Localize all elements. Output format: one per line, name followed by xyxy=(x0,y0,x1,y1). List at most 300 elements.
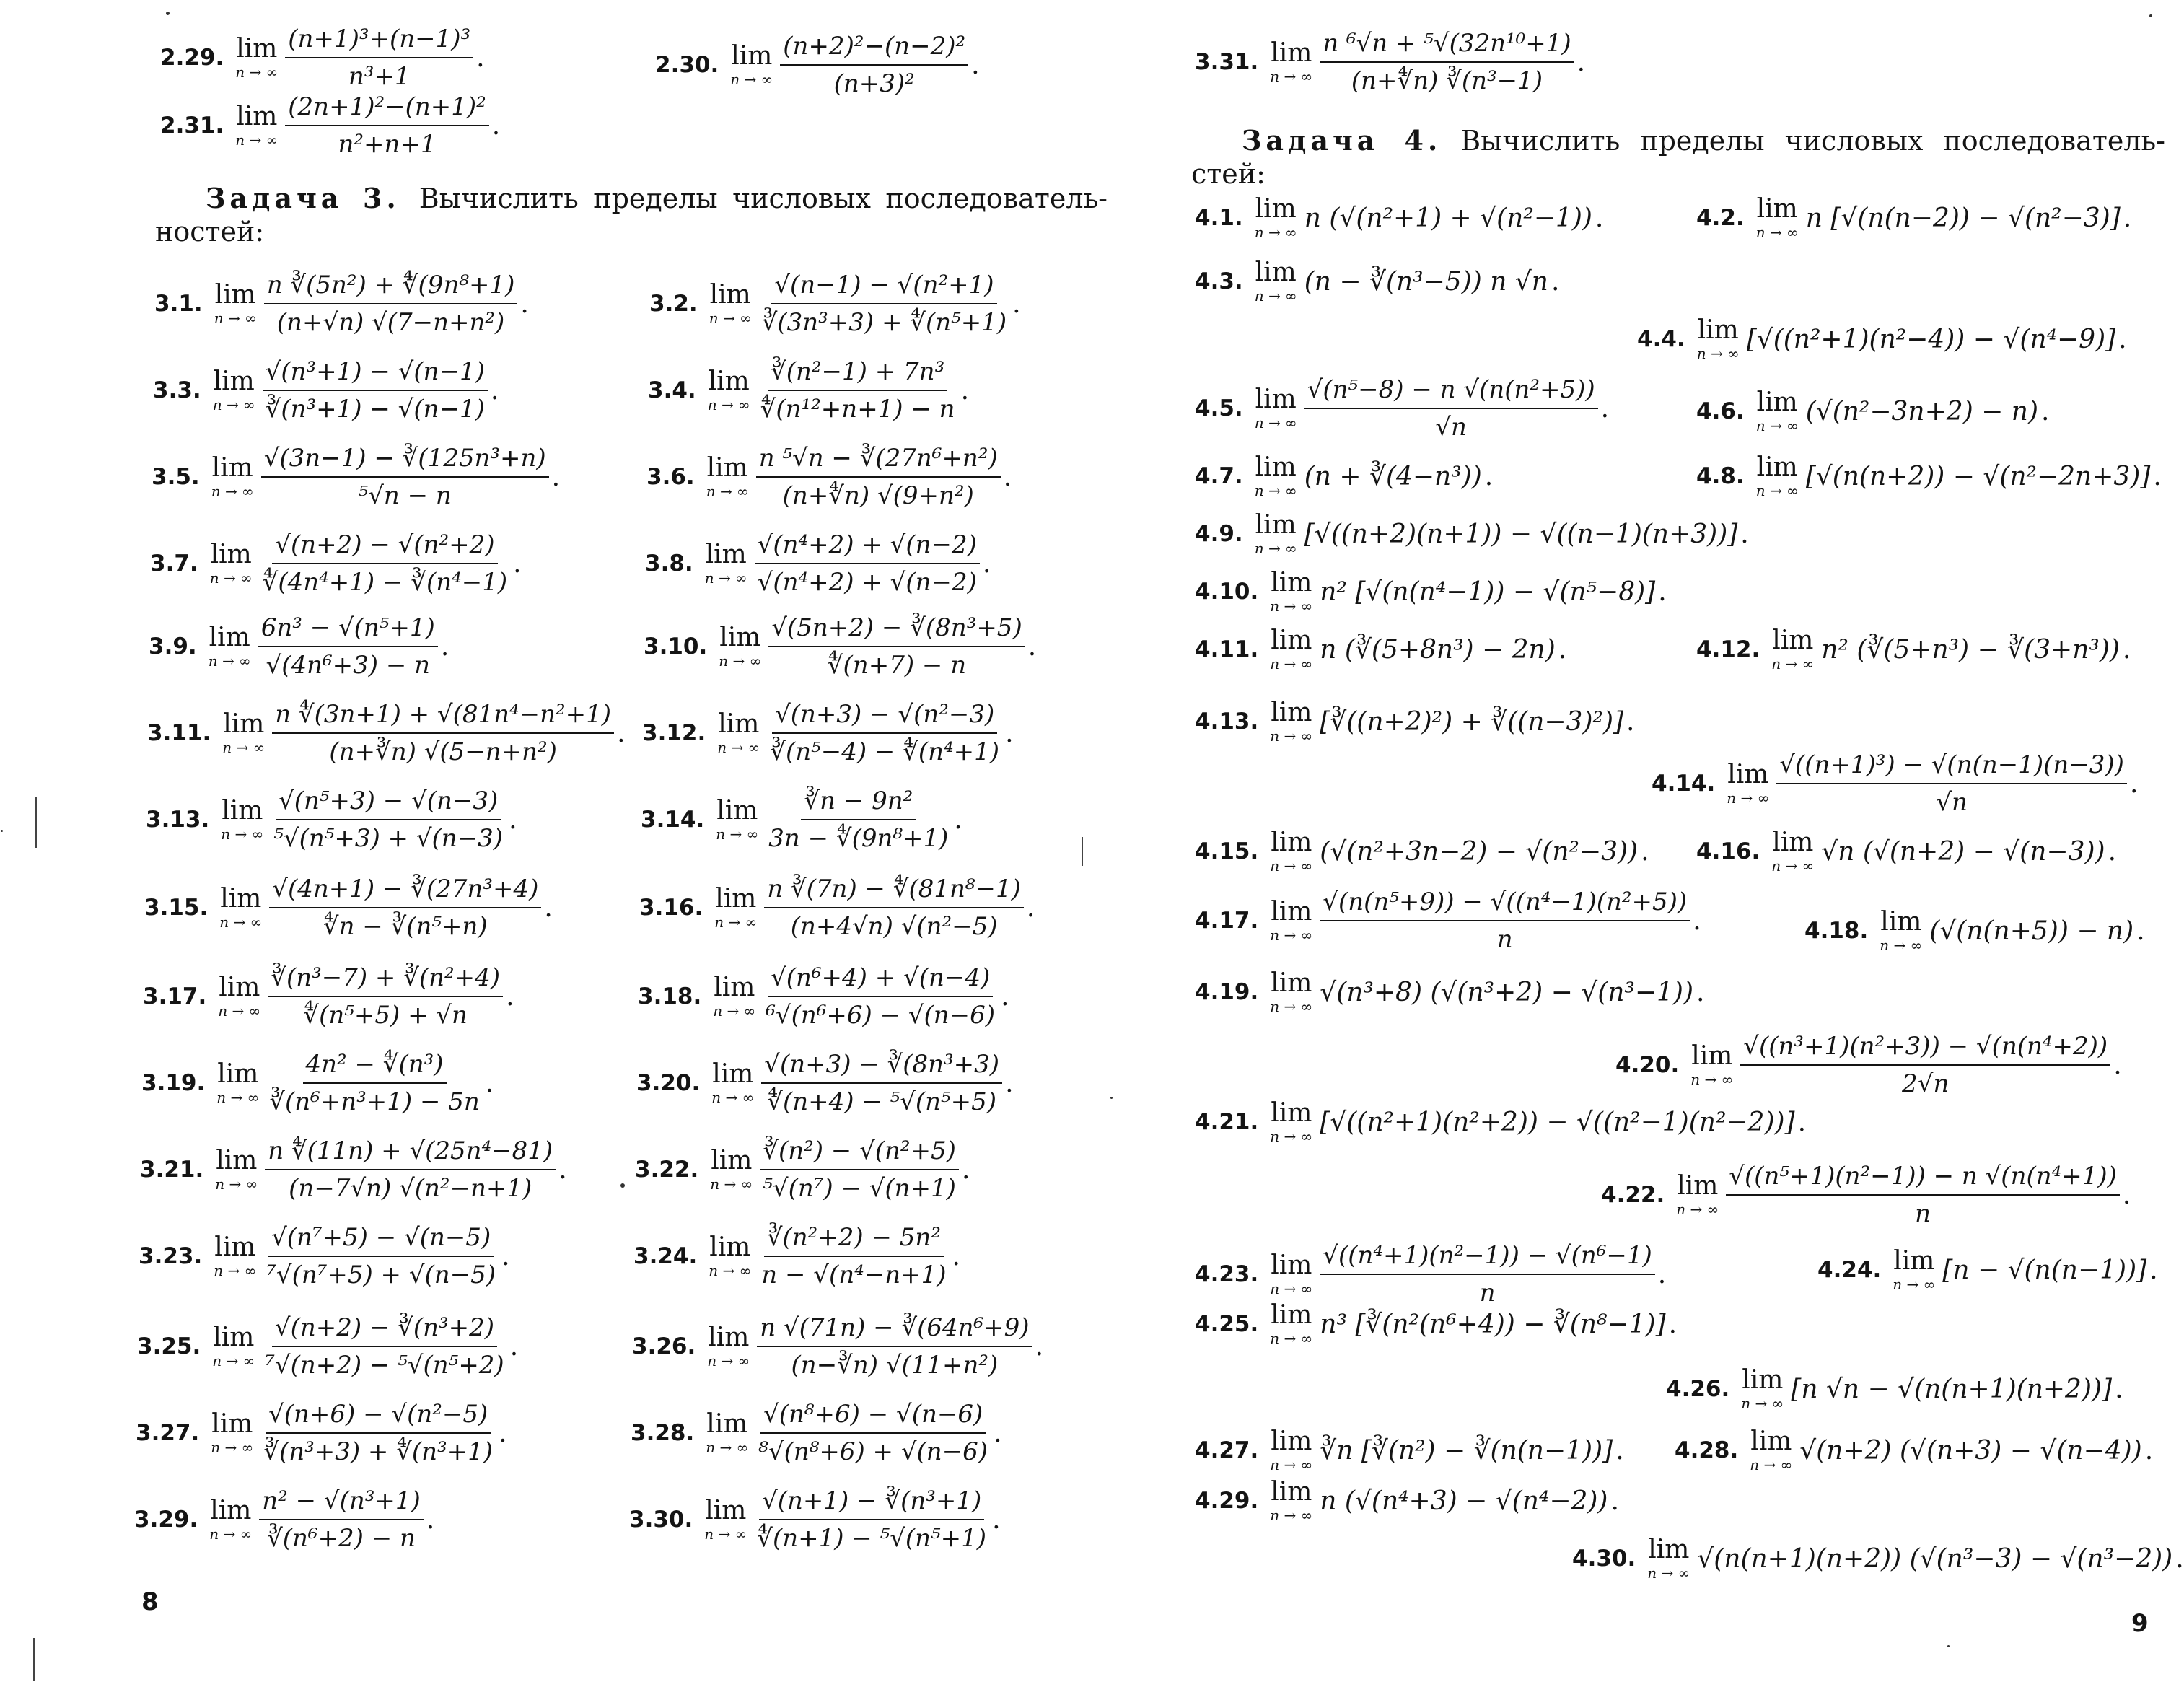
numerator-expression: √(n⁴+2) + √(n−2) xyxy=(755,530,980,564)
lim-word: lim xyxy=(709,280,751,310)
denominator-expression: ⁷√(n⁷+5) + √(n−5) xyxy=(266,1261,496,1289)
task-heading-line1 xyxy=(1242,124,2165,157)
limit-expression: [√((n+2)(n+1)) − √((n−1)(n+3))] xyxy=(1304,519,1738,549)
problem-number: 3.8. xyxy=(645,551,693,577)
lim-word: lim xyxy=(1271,1427,1312,1456)
limit-problem xyxy=(1195,196,1603,240)
limit-operator xyxy=(213,369,255,412)
limit-problem xyxy=(153,357,499,424)
end-period: . xyxy=(1551,266,1560,297)
problem-number: 4.17. xyxy=(1195,908,1259,934)
end-period: . xyxy=(2113,1050,2122,1080)
limit-expression: (√(n²+3n−2) − √(n²−3)) xyxy=(1320,836,1639,867)
fraction xyxy=(754,1486,989,1553)
numerator-expression: √(n+2) − √(n²+2) xyxy=(272,530,497,564)
end-period: . xyxy=(960,375,970,406)
lim-subscript: n → ∞ xyxy=(214,1262,257,1279)
problem-number: 3.28. xyxy=(631,1420,695,1446)
numerator-expression: n² − √(n³+1) xyxy=(259,1486,423,1520)
denominator-expression: ⁵√n − n xyxy=(358,481,452,510)
numerator-expression: √(n⁵+3) − √(n−3) xyxy=(276,786,501,820)
end-period: . xyxy=(971,50,980,80)
end-period: . xyxy=(490,375,499,406)
fraction xyxy=(764,875,1024,941)
end-period: . xyxy=(1797,1107,1807,1137)
numerator-expression: √(n+2) − ∛(n³+2) xyxy=(272,1313,497,1347)
lim-word: lim xyxy=(1880,907,1922,937)
limit-problem xyxy=(1195,628,1566,671)
end-period: . xyxy=(1740,519,1749,549)
lim-subscript: n → ∞ xyxy=(1696,345,1740,362)
lim-subscript: n → ∞ xyxy=(1647,1564,1690,1582)
lim-subscript: n → ∞ xyxy=(730,71,773,88)
limit-expression: [√((n²+1)(n²−4)) − √(n⁴−9)] xyxy=(1746,324,2116,354)
lim-subscript: n → ∞ xyxy=(1254,414,1297,431)
lim-word: lim xyxy=(706,1409,748,1439)
lim-word: lim xyxy=(1271,828,1312,857)
lim-word: lim xyxy=(1742,1365,1784,1395)
lim-subscript: n → ∞ xyxy=(209,1525,253,1543)
fraction xyxy=(285,25,473,91)
end-period: . xyxy=(509,1331,519,1362)
limit-operator xyxy=(1270,830,1312,873)
numerator-expression: n ∛(7n) − ∜(81n⁸−1) xyxy=(764,875,1024,908)
lim-word: lim xyxy=(1255,510,1297,540)
limit-operator xyxy=(1270,1100,1312,1144)
limit-operator xyxy=(730,43,773,87)
lim-word: lim xyxy=(210,540,252,569)
limit-problem xyxy=(139,1223,510,1289)
lim-word: lim xyxy=(211,453,253,483)
problem-number: 4.11. xyxy=(1195,636,1259,662)
lim-word: lim xyxy=(1271,38,1312,68)
numerator-expression: ∛(n²) − √(n²+5) xyxy=(760,1136,959,1170)
fraction xyxy=(272,700,614,766)
end-period: . xyxy=(2175,1543,2184,1574)
lim-subscript: n → ∞ xyxy=(716,825,759,843)
scan-speck xyxy=(1947,1645,1950,1647)
denominator-expression: ∜(n+7) − n xyxy=(827,651,967,680)
lim-subscript: n → ∞ xyxy=(704,1525,747,1543)
lim-word: lim xyxy=(709,1232,751,1262)
end-period: . xyxy=(1027,631,1037,662)
task-heading-line2: ностей: xyxy=(155,216,265,247)
lim-word: lim xyxy=(719,623,761,652)
numerator-expression: (n+1)³+(n−1)³ xyxy=(285,25,473,58)
lim-word: lim xyxy=(1772,626,1814,655)
lim-subscript: n → ∞ xyxy=(1676,1201,1719,1218)
numerator-expression: ∛(n²−1) + 7n³ xyxy=(768,357,947,391)
problem-number: 4.3. xyxy=(1195,268,1243,294)
limit-problem xyxy=(648,357,969,424)
fraction xyxy=(1740,1032,2110,1098)
right-page xyxy=(1082,0,2184,1687)
end-period: . xyxy=(2115,1374,2123,1404)
lim-word: lim xyxy=(211,1409,253,1439)
denominator-expression: ∜n − ∛(n⁵+n) xyxy=(323,912,488,941)
lim-subscript: n → ∞ xyxy=(719,652,762,670)
problem-number: 3.5. xyxy=(152,464,200,490)
denominator-expression: ⁵√(n⁵+3) + √(n−3) xyxy=(273,824,504,853)
lim-word: lim xyxy=(731,41,773,71)
problem-number: 4.1. xyxy=(1195,205,1243,231)
limit-operator xyxy=(1727,762,1769,805)
end-period: . xyxy=(961,1154,970,1185)
problem-number: 3.13. xyxy=(146,807,210,833)
end-period: . xyxy=(1035,1331,1044,1362)
limit-problem xyxy=(146,786,517,853)
limit-expression: √(n³+8) (√(n³+2) − √(n³−1)) xyxy=(1320,977,1694,1007)
end-period: . xyxy=(1600,393,1610,424)
lim-subscript: n → ∞ xyxy=(704,569,747,587)
denominator-expression: (n+∛n) √(5−n+n²) xyxy=(329,737,557,766)
end-period: . xyxy=(513,548,522,579)
lim-word: lim xyxy=(708,1323,750,1352)
lim-subscript: n → ∞ xyxy=(707,1352,750,1370)
end-period: . xyxy=(2136,916,2145,946)
problem-number: 3.26. xyxy=(632,1333,696,1359)
problem-number: 4.23. xyxy=(1195,1261,1259,1287)
lim-subscript: n → ∞ xyxy=(208,652,251,670)
denominator-expression: n − √(n⁴−n+1) xyxy=(761,1261,947,1289)
limit-operator xyxy=(708,369,750,412)
limit-operator xyxy=(1647,1537,1690,1580)
fraction xyxy=(1726,1162,2120,1228)
denominator-expression: √n xyxy=(1936,788,1968,817)
limit-operator xyxy=(1270,970,1312,1014)
limit-problem xyxy=(1637,317,2127,361)
lim-word: lim xyxy=(1893,1246,1935,1276)
lim-subscript: n → ∞ xyxy=(714,913,758,931)
denominator-expression: ∛(3n³+3) + ∜(n⁵+1) xyxy=(761,308,1007,337)
numerator-expression: ∛n − 9n² xyxy=(801,786,916,820)
limit-problem xyxy=(136,1400,507,1466)
numerator-expression: √(n⁸+6) − √(n−6) xyxy=(760,1400,986,1434)
limit-expression: √(n+2) (√(n+3) − √(n−4)) xyxy=(1799,1435,2142,1465)
limit-operator xyxy=(216,1061,259,1105)
limit-operator xyxy=(210,542,253,585)
lim-subscript: n → ∞ xyxy=(1741,1395,1784,1412)
end-period: . xyxy=(558,1154,567,1185)
lim-subscript: n → ∞ xyxy=(1771,857,1815,875)
lim-word: lim xyxy=(1255,452,1297,482)
limit-problem xyxy=(1195,260,1559,303)
numerator-expression: √(n³+1) − √(n−1) xyxy=(263,357,488,391)
lim-subscript: n → ∞ xyxy=(1270,1456,1313,1473)
end-period: . xyxy=(2149,1255,2158,1285)
end-period: . xyxy=(1657,1259,1667,1289)
fraction xyxy=(260,530,510,597)
limit-problem xyxy=(1195,570,1667,613)
end-period: . xyxy=(1558,634,1567,665)
limit-problem xyxy=(1195,375,1609,442)
numerator-expression: n ∜(3n+1) + √(81n⁴−n²+1) xyxy=(272,700,614,734)
lim-word: lim xyxy=(1750,1427,1792,1456)
limit-operator xyxy=(1750,1429,1792,1472)
limit-operator xyxy=(214,1232,257,1279)
denominator-expression: ⁷√(n+2) − ⁵√(n⁵+2) xyxy=(265,1351,504,1380)
limit-operator xyxy=(1255,196,1297,240)
fraction xyxy=(755,530,980,597)
lim-subscript: n → ∞ xyxy=(1727,789,1770,807)
lim-subscript: n → ∞ xyxy=(1755,224,1799,241)
end-period: . xyxy=(499,1418,507,1448)
limit-problem xyxy=(1195,1479,1619,1522)
scan-scratch xyxy=(33,1638,35,1681)
limit-problem xyxy=(638,963,1009,1030)
end-period: . xyxy=(1576,47,1586,77)
limit-operator xyxy=(222,711,265,755)
lim-subscript: n → ∞ xyxy=(235,63,279,81)
limit-problem xyxy=(646,444,1012,510)
numerator-expression: √(5n+2) − ∛(8n³+5) xyxy=(768,613,1025,647)
fraction xyxy=(768,613,1025,680)
limit-problem xyxy=(134,1486,434,1553)
numerator-expression: √(3n−1) − ∛(125n³+n) xyxy=(261,444,549,478)
limit-expression: n² [√(n(n⁴−1)) − √(n⁵−8)] xyxy=(1320,577,1656,607)
fraction xyxy=(756,444,1001,510)
end-period: . xyxy=(1003,462,1012,492)
end-period: . xyxy=(2144,1435,2154,1465)
numerator-expression: 4n² − ∜(n³) xyxy=(303,1050,447,1084)
numerator-expression: n √(71n) − ∛(64n⁶+9) xyxy=(757,1313,1032,1347)
limit-expression: [n √n − √(n(n+1)(n+2))] xyxy=(1791,1374,2113,1404)
lim-word: lim xyxy=(715,884,757,913)
fraction xyxy=(261,444,549,510)
denominator-expression: ∛(n⁶+2) − n xyxy=(267,1524,416,1553)
limit-operator xyxy=(1270,628,1312,671)
numerator-expression: √(n+3) − ∛(8n³+3) xyxy=(761,1050,1002,1084)
denominator-expression: ∜(n+1) − ⁵√(n⁵+1) xyxy=(757,1524,987,1553)
limit-operator xyxy=(1270,40,1312,84)
limit-operator xyxy=(1270,570,1312,613)
problem-number: 3.27. xyxy=(136,1420,200,1446)
lim-subscript: n → ∞ xyxy=(707,396,750,413)
lim-word: lim xyxy=(705,1496,747,1525)
denominator-expression: (n+3)² xyxy=(833,69,915,98)
lim-word: lim xyxy=(1271,1477,1312,1507)
limit-problem xyxy=(1696,387,2050,434)
end-period: . xyxy=(992,1504,1001,1535)
limit-operator xyxy=(707,1325,750,1368)
numerator-expression: √(n+6) − √(n²−5) xyxy=(266,1400,491,1434)
limit-problem xyxy=(1195,970,1704,1014)
problem-number: 4.22. xyxy=(1601,1182,1665,1208)
numerator-expression: ∛(n³−7) + ∛(n²+4) xyxy=(268,963,503,997)
lim-word: lim xyxy=(1677,1171,1719,1201)
denominator-expression: ⁵√(n⁷) − √(n+1) xyxy=(763,1174,956,1203)
fraction xyxy=(757,1313,1032,1380)
limit-problem xyxy=(1666,1367,2123,1411)
limit-operator xyxy=(235,36,278,79)
lim-subscript: n → ∞ xyxy=(706,483,749,500)
numerator-expression: (n+2)²−(n−2)² xyxy=(780,32,968,66)
denominator-expression: n³+1 xyxy=(348,62,411,91)
problem-number: 4.29. xyxy=(1195,1488,1259,1514)
limit-operator xyxy=(1270,1479,1312,1522)
task-heading xyxy=(155,182,1108,248)
problem-number: 3.19. xyxy=(141,1070,206,1096)
limit-operator xyxy=(1270,1302,1312,1346)
fraction xyxy=(269,875,541,941)
limit-problem xyxy=(1195,888,1701,954)
limit-operator xyxy=(1255,387,1297,430)
limit-operator xyxy=(1254,452,1297,499)
problem-number: 3.14. xyxy=(641,807,705,833)
lim-word: lim xyxy=(1756,387,1798,417)
lim-word: lim xyxy=(213,1323,255,1352)
problem-number: 3.6. xyxy=(646,464,695,490)
lim-word: lim xyxy=(220,884,262,913)
lim-word: lim xyxy=(1271,1098,1312,1128)
end-period: . xyxy=(1668,1309,1678,1339)
problem-number: 4.26. xyxy=(1666,1376,1730,1402)
limit-expression: [n − √(n(n−1))] xyxy=(1942,1255,2147,1285)
problem-number: 4.2. xyxy=(1696,205,1745,231)
task-heading-line2: стей: xyxy=(1191,158,1266,190)
numerator-expression: √((n+1)³) − √(n(n−1)(n−3)) xyxy=(1776,750,2127,784)
lim-subscript: n → ∞ xyxy=(1270,998,1313,1015)
lim-word: lim xyxy=(1271,1250,1312,1280)
limit-operator xyxy=(219,886,262,929)
scan-scratch xyxy=(1082,837,1083,866)
lim-word: lim xyxy=(217,1059,259,1089)
lim-subscript: n → ∞ xyxy=(706,1439,749,1456)
lim-subscript: n → ∞ xyxy=(235,131,279,149)
numerator-expression: √((n⁵+1)(n²−1)) − n √(n(n⁴+1)) xyxy=(1726,1162,2120,1196)
denominator-expression: 3n − ∜(9n⁸+1) xyxy=(768,824,949,853)
end-period: . xyxy=(982,548,991,579)
lim-subscript: n → ∞ xyxy=(1254,482,1297,499)
fraction xyxy=(758,357,958,424)
lim-subscript: n → ∞ xyxy=(1755,417,1799,434)
problem-number: 4.28. xyxy=(1675,1437,1739,1463)
scan-speck xyxy=(1,830,3,832)
end-period: . xyxy=(2129,768,2139,799)
end-period: . xyxy=(2108,836,2117,867)
limit-expression: (√(n²−3n+2) − n) xyxy=(1805,396,2039,426)
lim-word: lim xyxy=(214,1232,256,1262)
limit-operator xyxy=(705,542,747,585)
limit-operator xyxy=(1880,909,1922,952)
end-period: . xyxy=(440,631,449,662)
limit-operator xyxy=(706,455,749,499)
fraction xyxy=(259,1486,423,1553)
limit-operator xyxy=(1755,452,1799,499)
lim-subscript: n → ∞ xyxy=(1270,1280,1313,1297)
limit-problem xyxy=(644,613,1036,680)
problem-number: 3.12. xyxy=(642,720,706,746)
end-period: . xyxy=(1610,1486,1619,1516)
lim-subscript: n → ∞ xyxy=(212,1352,255,1370)
limit-problem xyxy=(160,92,500,159)
lim-subscript: n → ∞ xyxy=(219,913,263,931)
limit-operator xyxy=(1771,628,1814,671)
end-period: . xyxy=(1595,203,1604,233)
lim-word: lim xyxy=(705,540,747,569)
lim-word: lim xyxy=(1271,897,1312,926)
end-period: . xyxy=(506,981,514,1012)
lim-word: lim xyxy=(213,367,255,396)
limit-problem xyxy=(632,1313,1043,1380)
limit-operator xyxy=(1270,1429,1312,1472)
end-period: . xyxy=(954,805,962,835)
problem-number: 3.9. xyxy=(149,634,197,660)
problem-number: 3.1. xyxy=(154,291,203,317)
lim-word: lim xyxy=(223,709,265,739)
problem-number: 4.21. xyxy=(1195,1109,1259,1135)
lim-subscript: n → ∞ xyxy=(713,1002,756,1020)
limit-problem xyxy=(1195,830,1649,873)
limit-operator xyxy=(709,1232,752,1279)
scan-speck xyxy=(620,1183,625,1188)
denominator-expression: (n−∛n) √(11+n²) xyxy=(791,1351,999,1380)
fraction xyxy=(766,786,951,853)
lim-word: lim xyxy=(1255,194,1297,224)
limit-problem xyxy=(642,700,1014,766)
end-period: . xyxy=(1001,981,1009,1012)
limit-problem xyxy=(1601,1162,2131,1228)
denominator-expression: (n+∜n) ∛(n³−1) xyxy=(1351,66,1543,95)
limit-problem xyxy=(1675,1429,2153,1472)
lim-word: lim xyxy=(1697,315,1739,345)
lim-word: lim xyxy=(1756,194,1798,224)
denominator-expression: n²+n+1 xyxy=(338,130,437,159)
lim-subscript: n → ∞ xyxy=(1771,655,1815,672)
problem-number: 3.2. xyxy=(649,291,698,317)
limit-problem xyxy=(641,786,962,853)
lim-word: lim xyxy=(712,1059,754,1089)
fraction xyxy=(260,1400,496,1466)
fraction xyxy=(263,1223,499,1289)
limit-operator xyxy=(235,104,278,147)
lim-word: lim xyxy=(1756,452,1798,482)
lim-subscript: n → ∞ xyxy=(1270,926,1313,944)
lim-subscript: n → ∞ xyxy=(1755,482,1799,499)
end-period: . xyxy=(2122,1180,2131,1210)
limit-operator xyxy=(1690,1043,1733,1087)
task-label: Задача 4. xyxy=(1242,124,1442,157)
lim-word: lim xyxy=(1271,568,1312,597)
limit-operator xyxy=(711,1061,754,1105)
end-period: . xyxy=(1626,706,1635,737)
limit-expression: √n (√(n+2) − √(n−3)) xyxy=(1821,836,2105,867)
problem-number: 3.10. xyxy=(644,634,708,660)
numerator-expression: √(n⁶+4) + √(n−4) xyxy=(768,963,993,997)
problem-number: 3.22. xyxy=(635,1157,699,1183)
lim-subscript: n → ∞ xyxy=(1270,68,1313,85)
problem-number: 3.23. xyxy=(139,1243,203,1269)
limit-problem xyxy=(1195,452,1494,499)
limit-expression: n³ [∛(n²(n⁶+4)) − ∛(n⁸−1)] xyxy=(1320,1309,1666,1339)
problem-number: 4.20. xyxy=(1615,1052,1680,1078)
problem-number: 4.6. xyxy=(1696,398,1745,424)
limit-problem xyxy=(160,25,485,91)
end-period: . xyxy=(544,893,553,923)
problem-number: 2.30. xyxy=(655,52,719,78)
fraction xyxy=(1320,29,1574,95)
end-period: . xyxy=(476,43,485,73)
task-label: Задача 3. xyxy=(206,182,400,214)
limit-problem xyxy=(140,1136,567,1203)
denominator-expression: (n+∜n) √(9+n²) xyxy=(782,481,974,510)
numerator-expression: √(n⁵−8) − n √(n(n²+5)) xyxy=(1304,375,1598,409)
problem-number: 3.31. xyxy=(1195,49,1259,75)
problem-number: 4.10. xyxy=(1195,579,1259,605)
limit-expression: √(n(n+1)(n+2)) (√(n³−3) − √(n³−2)) xyxy=(1697,1543,2173,1574)
limit-problem xyxy=(1804,909,2145,952)
limit-expression: (n + ∛(4−n³)) xyxy=(1304,461,1482,491)
